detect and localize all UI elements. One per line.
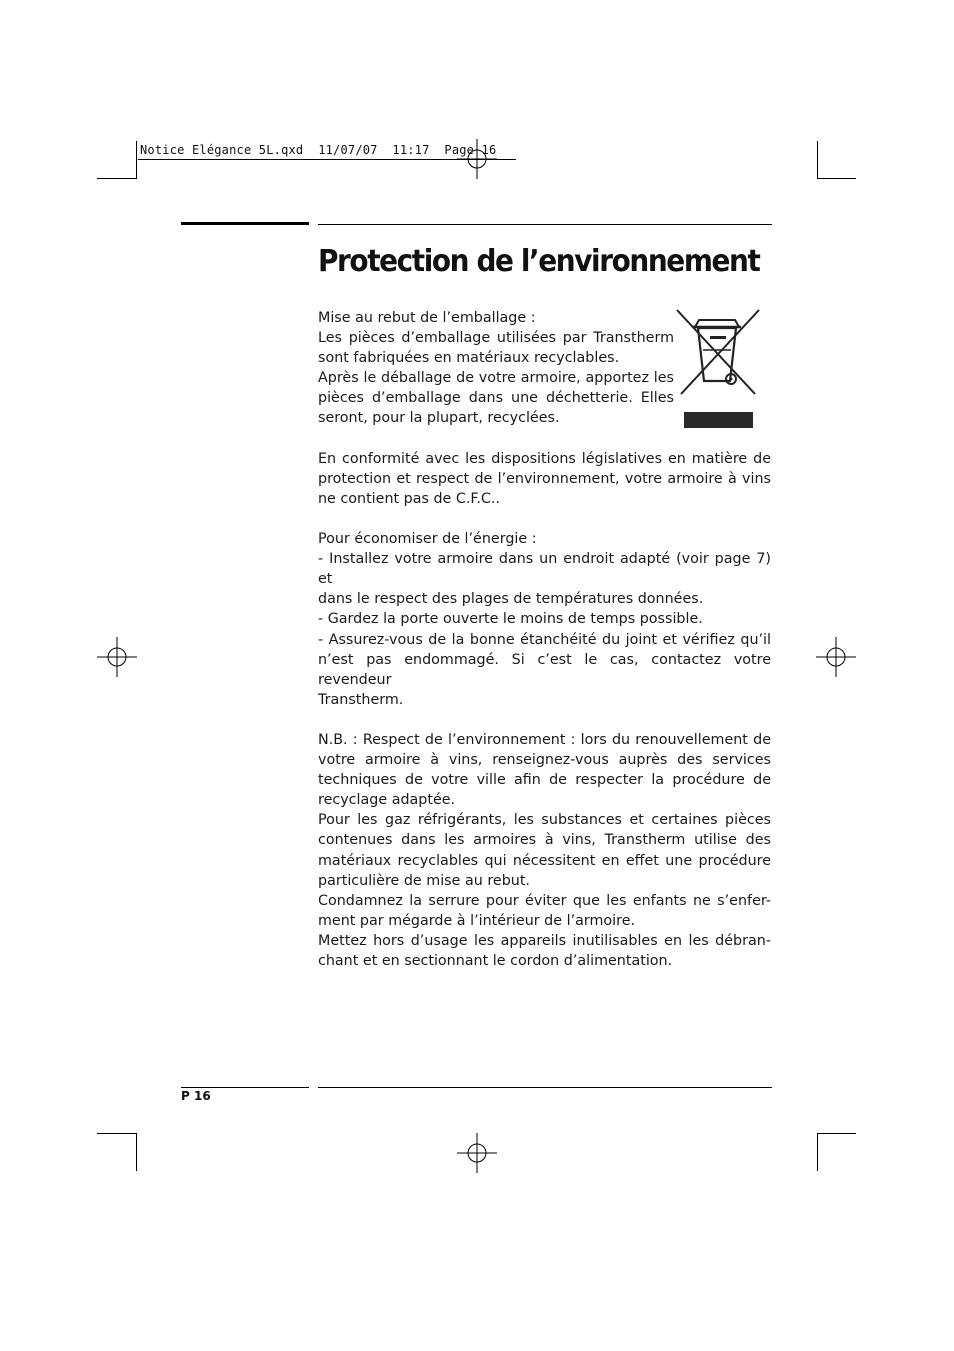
energy-heading: Pour économiser de l’énergie : [318,531,537,548]
paragraph-line: sont fabriquées en matériaux recyclables. [318,350,620,367]
packaging-heading: Mise au rebut de l’emballage : [318,310,536,326]
conformity-section [318,449,771,509]
paragraph-line: dans le respect des plages de températures données. [318,591,704,608]
paragraph-line: Condamnez la serrure pour éviter que les enfants ne s’enfer- [318,892,771,909]
paragraph-line: Les pièces d’emballage utilisées par Transtherm [318,330,674,347]
paragraph-line: n’est pas endommagé. Si c’est le cas, contactez votre revendeur [318,651,771,688]
paragraph-line: pièces d’emballage dans une déchetterie. Elles [318,390,674,407]
paragraph-line: ment par mégarde à l’intérieur de l’armoire. [318,912,636,929]
note-section [318,730,771,971]
registration-mark-icon [457,1133,497,1173]
paragraph-line: Pour les gaz réfrigérants, les substances et certaines pièces [318,812,771,829]
footer-rule-left [181,1087,309,1088]
registration-mark-icon [97,637,137,677]
paragraph-line: contenues dans les armoires à vins, Transtherm utilise des [318,832,771,849]
paragraph-line: - Installez votre armoire dans un endroit adapté (voir page 7) et [318,551,771,588]
paragraph-line: techniques de votre ville afin de respecter la procédure de [318,772,771,789]
footer-rule-right [318,1087,772,1088]
packaging-section [318,308,771,429]
paragraph-line: - Gardez la porte ouverte le moins de temps possible. [318,611,703,628]
paragraph-line: matériaux recyclables qui nécessitent en effet une procédure [318,852,771,869]
paragraph-line: Transtherm. [318,691,404,708]
print-slug-line: Notice Elégance 5L.qxd 11/07/07 11:17 Page 16 [140,143,497,157]
page-title: Protection de l’environnement [318,244,760,279]
paragraph-line: En conformité avec les dispositions législatives en matière de [318,450,771,467]
paragraph-line: Après le déballage de votre armoire, apportez les [318,370,674,387]
header-rule-thin [318,224,772,225]
paragraph-line: Mettez hors d’usage les appareils inutilisables en les débran- [318,932,771,949]
paragraph-line: particulière de mise au rebut. [318,872,530,889]
body-text [318,308,771,991]
paragraph-line: seront, pour la plupart, recyclées. [318,410,560,427]
header-rule-thick [181,222,309,225]
page-number: P 16 [181,1089,211,1103]
energy-section [318,529,771,710]
paragraph-line: - Assurez-vous de la bonne étanchéité du joint et vérifiez qu’il [318,631,771,648]
paragraph-line: recyclage adaptée. [318,792,456,809]
paragraph-line: chant et en sectionnant le cordon d’alimentation. [318,953,673,969]
paragraph-line: N.B. : Respect de l’environnement : lors du renouvellement de [318,731,771,748]
registration-mark-icon [816,637,856,677]
paragraph-line: ne contient pas de C.F.C.. [318,490,500,507]
registration-mark-icon [457,139,497,179]
paragraph-line: votre armoire à vins, renseignez-vous auprès des services [318,752,771,769]
paragraph-line: protection et respect de l’environnement, votre armoire à vins [318,470,771,487]
